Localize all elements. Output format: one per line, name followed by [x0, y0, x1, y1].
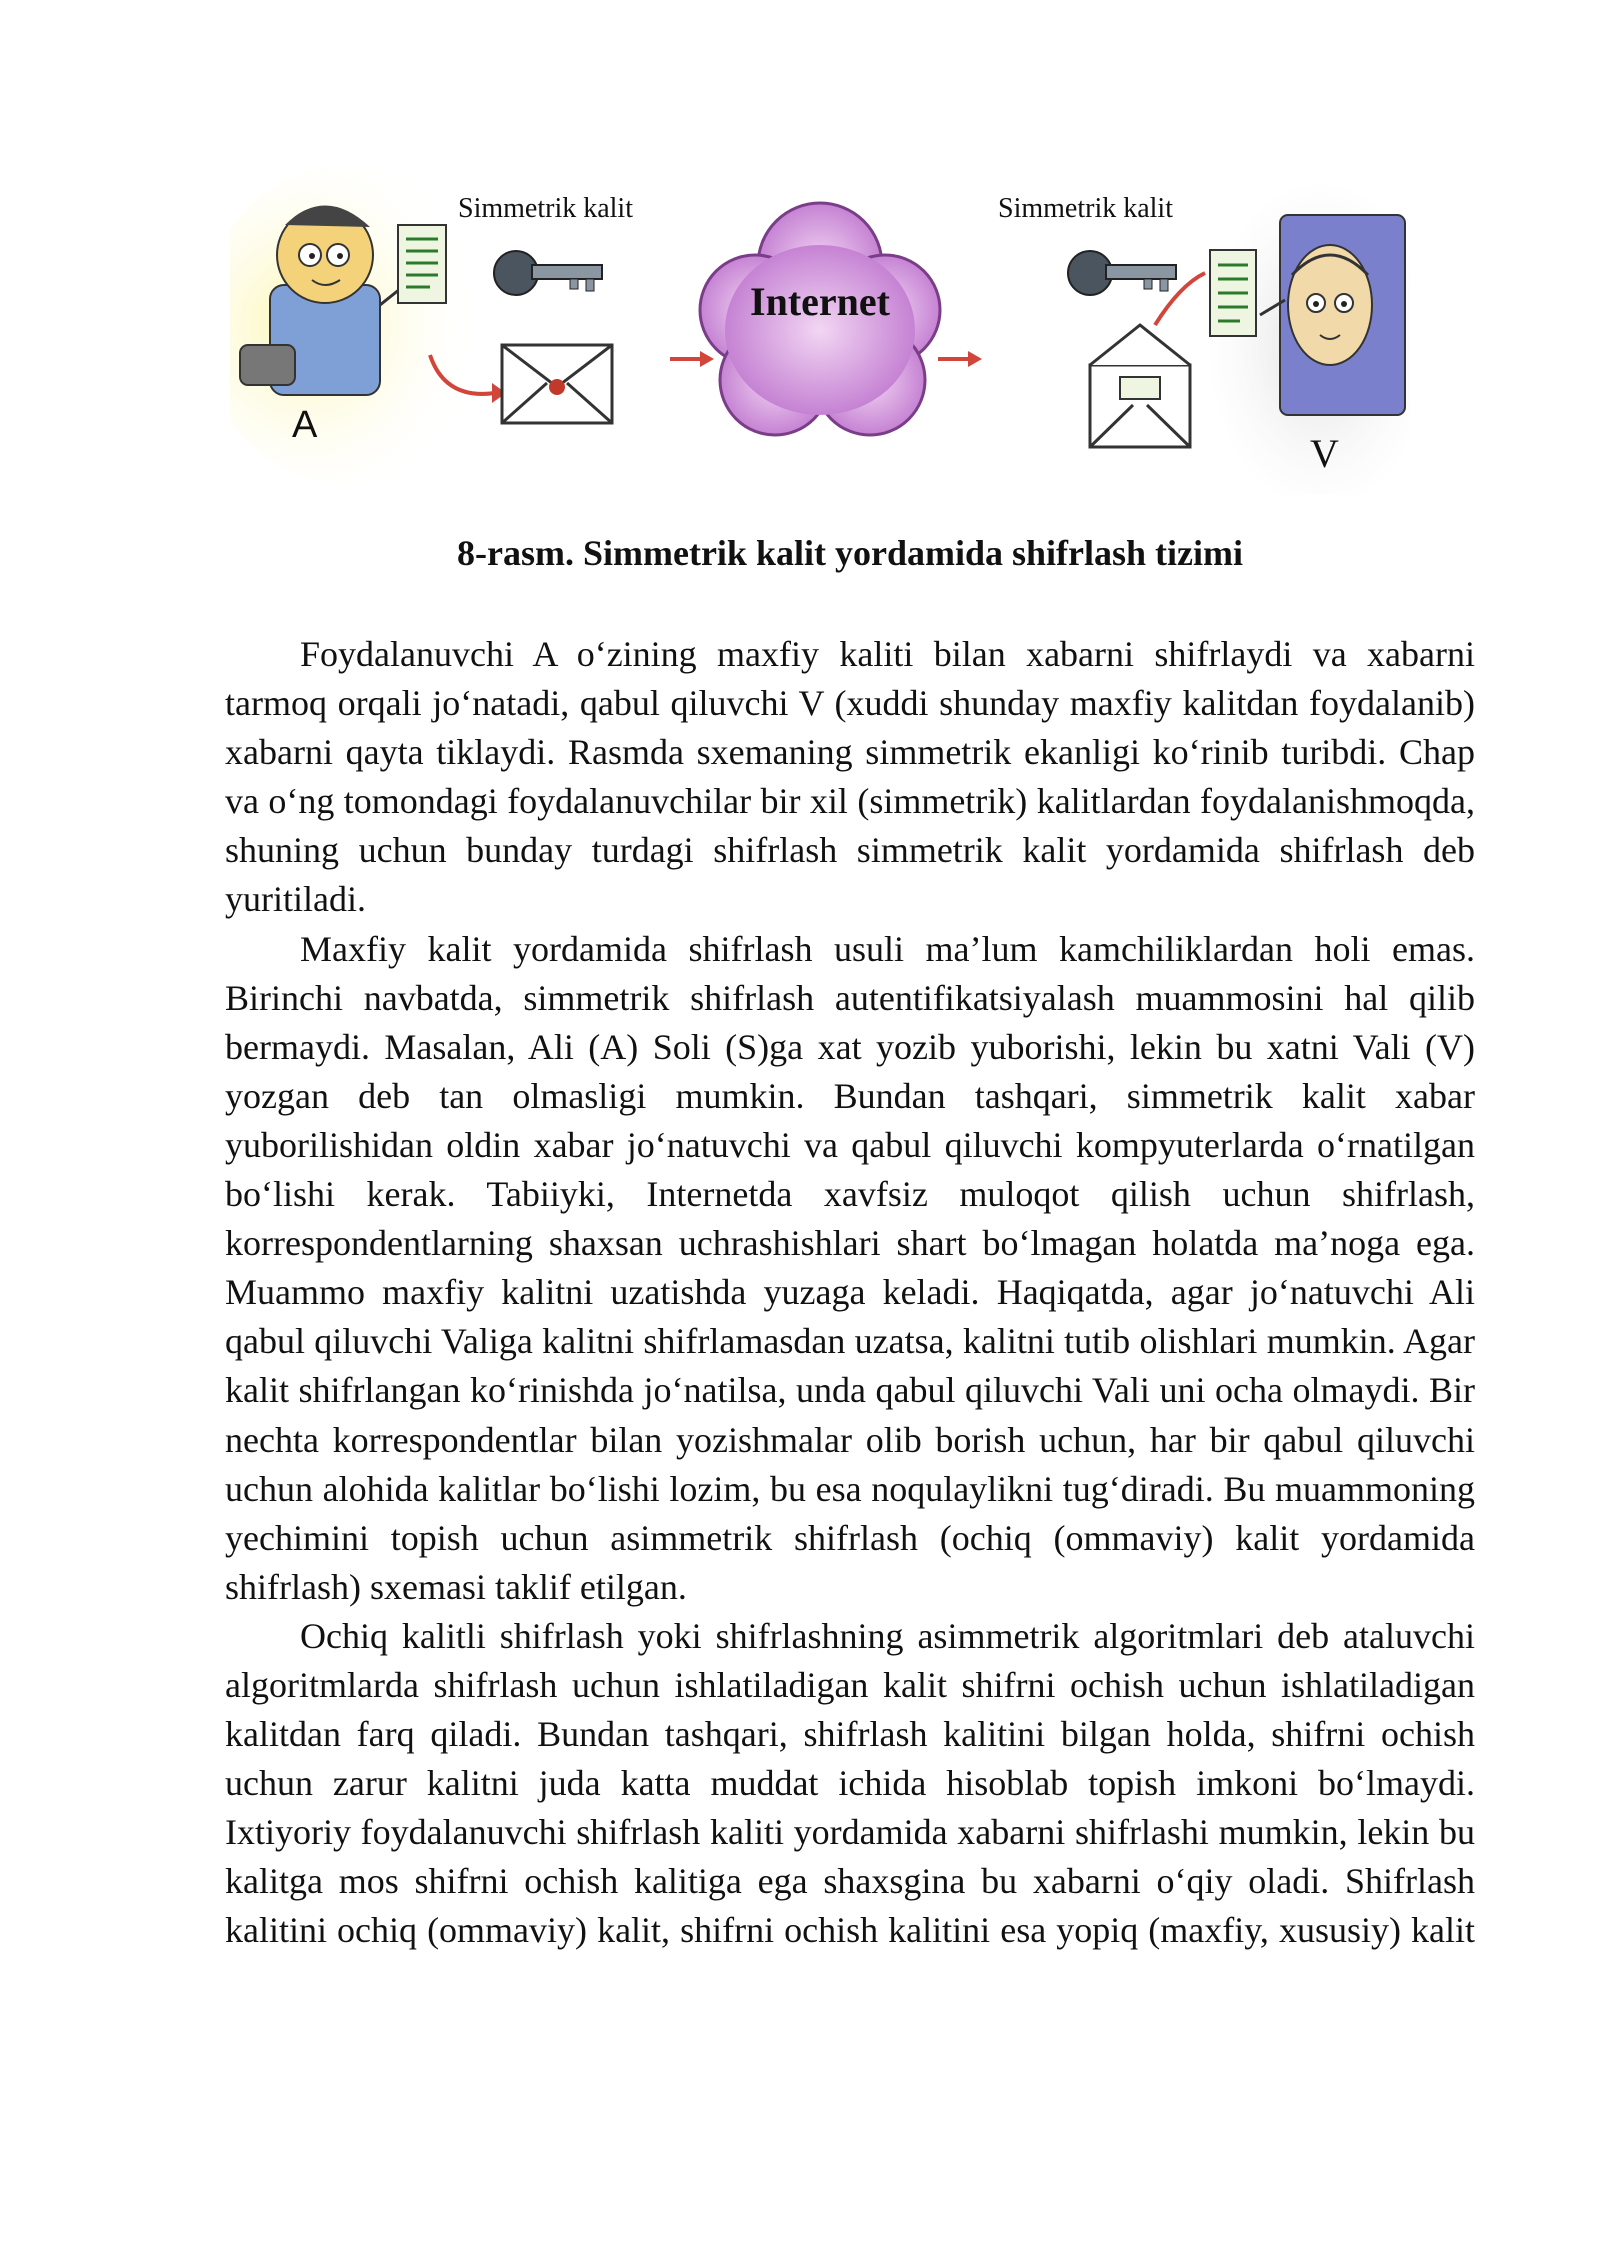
left-key-label: Simmetrik kalit	[458, 193, 633, 224]
paragraph: Ochiq kalitli shifrlash yoki shifrlashning asimmetrik algoritmlari deb ataluvchi algoritmlarda shifrlash uchun ishlatiladigan kalit shifrni ochish uchun ishlatiladigan kalitdan farq qiladi. Bundan tashqari, shifrlash kalitini bilgan holda, shifrni ochish uchun zarur kalitni juda katta muddat ichida hisoblab topish imkoni bo‘lmaydi. Ixtiyoriy foydalanuvchi shifrlash kaliti yordamida xabarni shifrlashi mumkin, lekin bu kalitga mos shifrni ochish kalitiga ega shaxsgina bu xabarni o‘qiy oladi. Shifrlash kalitini ochiq (ommaviy) kalit, shifrni ochish kalitini esa yopiq (maxfiy, xususiy) kalit	[225, 1615, 1475, 1951]
body-text	[225, 630, 1475, 1956]
document-icon	[398, 225, 446, 303]
arrow-right-icon	[670, 351, 714, 367]
figure-caption: 8-rasm. Simmetrik kalit yordamida shifrlash tizimi	[457, 533, 1243, 573]
symmetric-key-figure	[230, 155, 1410, 495]
right-key-label: Simmetrik kalit	[998, 193, 1173, 224]
open-envelope-icon	[1090, 325, 1190, 447]
receiver-person-icon	[1260, 215, 1405, 415]
right-key-icon	[1068, 251, 1176, 295]
sealed-envelope-icon	[502, 345, 612, 423]
document-icon	[1210, 250, 1256, 336]
sender-label: A	[292, 404, 318, 446]
arrow-right-icon	[938, 351, 982, 367]
receiver-label: V	[1310, 431, 1339, 476]
paragraph: Foydalanuvchi A o‘zining maxfiy kaliti bilan xabarni shifrlaydi va xabarni tarmoq orqali jo‘natadi, qabul qiluvchi V (xuddi shunday maxfiy kalitdan foydalanib) xabarni qayta tiklaydi. Rasmda sxemaning simmetrik ekanligi ko‘rinib turibdi. Chap va o‘ng tomondagi foydalanuvchilar bir xil (simmetrik) kalitlardan foydalanishmoqda, shuning uchun bunday turdagi shifrlash simmetrik kalit yordamida shifrlash deb yuritiladi.	[225, 634, 1475, 920]
left-key-icon	[494, 251, 602, 295]
cloud-label: Internet	[750, 279, 890, 324]
paragraph: Maxfiy kalit yordamida shifrlash usuli ma’lum kamchiliklardan holi emas. Birinchi navbatda, simmetrik shifrlash autentifikatsiyalash muammosini hal qilib bermaydi. Masalan, Ali (A) Soli (S)ga xat yozib yuborishi, lekin bu xatni Vali (V) yozgan deb tan olmasligi mumkin. Bundan tashqari, simmetrik kalit xabar yuborilishidan oldin xabar jo‘natuvchi va qabul qiluvchi kompyuterlarda o‘rnatilgan bo‘lishi kerak. Tabiiyki, Internetda xavfsiz muloqot qilish uchun shifrlash, korrespondentlarning shaxsan uchrashishlari shart bo‘lmagan holatda ma’noga ega. Muammo maxfiy kalitni uzatishda yuzaga keladi. Haqiqatda, agar jo‘natuvchi Ali qabul qiluvchi Valiga kalitni shifrlamasdan uzatsa, kalitni tutib olishlari mumkin. Agar kalit shifrlangan ko‘rinishda jo‘natilsa, unda qabul qiluvchi Vali uni ocha olmaydi. Bir nechta korrespondentlar bilan yozishmalar olib borish uchun, har bir qabul qiluvchi uchun alohida kalitlar bo‘lishi lozim, bu esa noqulaylikni tug‘diradi. Bu muammoning yechimini topish uchun asimmetrik shifrlash (ochiq (ommaviy) kalit yordamida shifrlash) sxemasi taklif etilgan.	[225, 928, 1475, 1607]
